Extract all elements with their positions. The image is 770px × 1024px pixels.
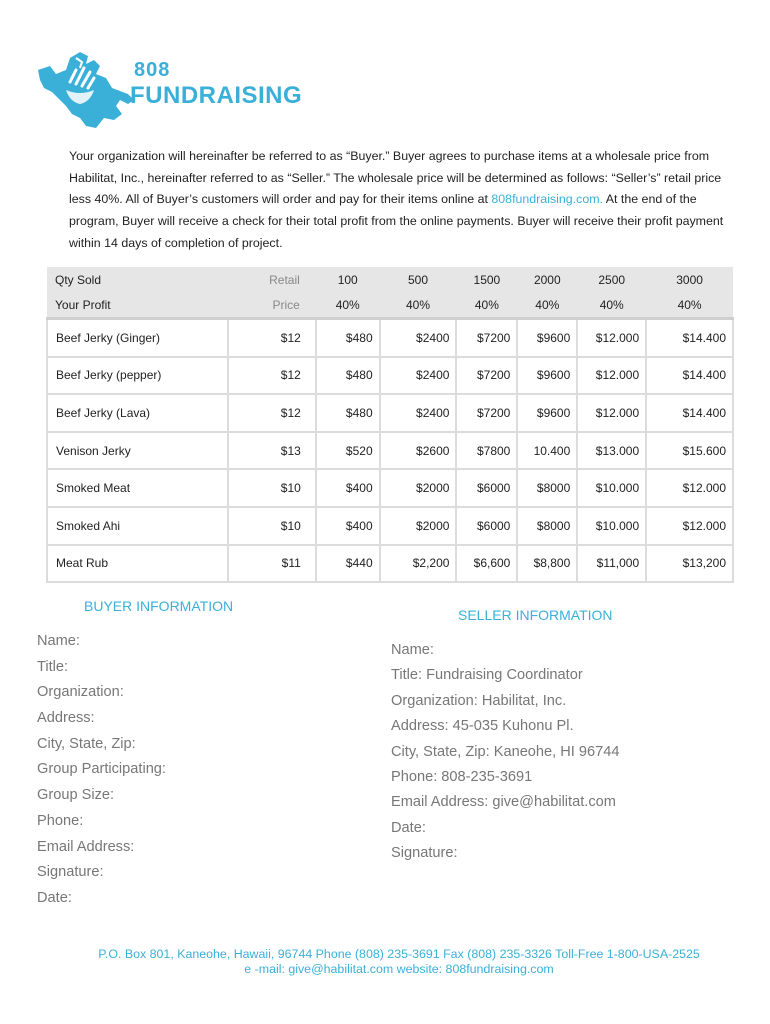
profit-cell: $400 xyxy=(316,469,380,507)
buyer-fields xyxy=(37,629,166,912)
profit-cell: $12.000 xyxy=(577,357,646,395)
profit-cell: $400 xyxy=(316,507,380,545)
profit-cell: $14.400 xyxy=(646,357,733,395)
profit-cell: $7800 xyxy=(456,432,517,470)
header-cell: 100 xyxy=(316,267,380,292)
profit-cell: $12.000 xyxy=(577,319,646,357)
profit-cell: $12.000 xyxy=(646,469,733,507)
buyer-field-group-size: Group Size: xyxy=(37,787,115,804)
profit-cell: $12.000 xyxy=(577,394,646,432)
product-name-cell: Beef Jerky (Lava) xyxy=(47,394,228,432)
retail-price-cell: $10 xyxy=(228,469,316,507)
profit-cell: $6000 xyxy=(456,469,517,507)
header-cell: 40% xyxy=(456,292,517,319)
profit-cell: $7200 xyxy=(456,319,517,357)
footer-address-line: P.O. Box 801, Kaneohe, Hawaii, 96744 Phone (808) 235-3691 Fax (808) 235-3326 Toll-Free 1-800-USA-2525 xyxy=(98,947,700,961)
retail-price-cell: $12 xyxy=(228,394,316,432)
profit-cell: $2400 xyxy=(380,357,457,395)
profit-cell: $14.400 xyxy=(646,319,733,357)
retail-price-cell: $11 xyxy=(228,545,316,583)
buyer-field-group-participating: Group Participating: xyxy=(37,761,166,778)
profit-cell: $7200 xyxy=(456,394,517,432)
profit-cell: $8,800 xyxy=(517,545,577,583)
retail-price-cell: $13 xyxy=(228,432,316,470)
seller-field-title: Title: Fundraising Coordinator xyxy=(391,667,583,684)
seller-field-name: Name: xyxy=(391,642,434,658)
profit-cell: $480 xyxy=(316,357,380,395)
island-hands-logo-icon xyxy=(36,48,136,132)
profit-cell: $8000 xyxy=(517,469,577,507)
seller-field-date: Date: xyxy=(391,819,426,836)
header-cell: 3000 xyxy=(646,267,733,292)
header-cell: Retail xyxy=(228,267,316,292)
profit-cell: $12.000 xyxy=(646,507,733,545)
table-row xyxy=(47,394,733,432)
header-cell: 40% xyxy=(577,292,646,319)
website-link[interactable]: 808fundraising.com. xyxy=(491,192,603,207)
buyer-field-city-state-zip: City, State, Zip: xyxy=(37,735,136,752)
buyer-field-signature: Signature: xyxy=(37,864,104,881)
footer-contact xyxy=(40,947,758,977)
profit-cell: $13,200 xyxy=(646,545,733,583)
profit-cell: $13.000 xyxy=(577,432,646,470)
buyer-field-address: Address: xyxy=(37,710,95,727)
buyer-field-title: Title: xyxy=(37,658,69,675)
buyer-field-phone: Phone: xyxy=(37,812,84,829)
logo-fundraising-text: FUNDRAISING xyxy=(130,82,303,109)
table-row xyxy=(47,545,733,583)
profit-cell: $8000 xyxy=(517,507,577,545)
seller-field-city-state-zip: City, State, Zip: Kaneohe, HI 96744 xyxy=(391,743,620,760)
header-cell: Price xyxy=(228,292,316,319)
profit-cell: $2,200 xyxy=(380,545,457,583)
seller-field-email: Email Address: give@habilitat.com xyxy=(391,794,616,811)
product-name-cell: Smoked Meat xyxy=(47,469,228,507)
profit-cell: $10.000 xyxy=(577,507,646,545)
product-name-cell: Meat Rub xyxy=(47,545,228,583)
profit-cell: 10.400 xyxy=(517,432,577,470)
header-cell: 40% xyxy=(646,292,733,319)
table-header-row xyxy=(47,292,733,319)
buyer-information-heading: BUYER INFORMATION xyxy=(84,598,234,614)
profit-cell: $480 xyxy=(316,394,380,432)
seller-field-signature: Signature: xyxy=(391,845,458,862)
logo xyxy=(36,44,316,136)
buyer-field-organization: Organization: xyxy=(37,684,124,701)
seller-field-organization: Organization: Habilitat, Inc. xyxy=(391,692,567,709)
seller-information-heading: SELLER INFORMATION xyxy=(458,607,613,623)
retail-price-cell: $12 xyxy=(228,357,316,395)
buyer-field-name: Name: xyxy=(37,633,80,649)
profit-cell: $14.400 xyxy=(646,394,733,432)
logo-wordmark xyxy=(130,60,302,108)
header-cell: 2000 xyxy=(517,267,577,292)
profit-cell: $2000 xyxy=(380,507,457,545)
retail-price-cell: $10 xyxy=(228,507,316,545)
intro-text-start: Your organization will hereinafter be referred to as “Buyer.” Buyer agrees to purchase items at a wholesale price from Habilitat, Inc., hereinafter referred to as “Seller.” The wholesale price will be determined as follows: “Seller’s” retail price less 40%. All of Buyer’s customers will order and pay for their items online at xyxy=(69,149,722,207)
profit-cell: $9600 xyxy=(517,319,577,357)
profit-cell: $9600 xyxy=(517,357,577,395)
profit-cell: $480 xyxy=(316,319,380,357)
profit-cell: $7200 xyxy=(456,357,517,395)
table-row xyxy=(47,357,733,395)
header-cell: 1500 xyxy=(456,267,517,292)
table-row xyxy=(47,319,733,357)
intro-text-end: At the end of the program, Buyer will receive a check for their total profit from the online payments. Buyer will receive their profit payment within 14 days of completion of project. xyxy=(69,192,724,250)
buyer-field-date: Date: xyxy=(37,889,72,906)
seller-field-address: Address: 45-035 Kuhonu Pl. xyxy=(391,718,574,735)
retail-price-cell: $12 xyxy=(228,319,316,357)
profit-cell: $11,000 xyxy=(577,545,646,583)
logo-808-text: 808 xyxy=(134,59,171,81)
profit-cell: $2400 xyxy=(380,394,457,432)
profit-cell: $440 xyxy=(316,545,380,583)
profit-table xyxy=(46,267,734,583)
header-cell: 40% xyxy=(517,292,577,319)
table-row xyxy=(47,507,733,545)
header-cell: 40% xyxy=(380,292,457,319)
buyer-field-email: Email Address: xyxy=(37,838,135,855)
profit-cell: $2600 xyxy=(380,432,457,470)
header-cell: Qty Sold xyxy=(47,267,228,292)
profit-cell: $15.600 xyxy=(646,432,733,470)
header-cell: 2500 xyxy=(577,267,646,292)
profit-cell: $6,600 xyxy=(456,545,517,583)
seller-field-phone: Phone: 808-235-3691 xyxy=(391,768,533,785)
header-cell: 500 xyxy=(380,267,457,292)
table-row xyxy=(47,469,733,507)
profit-cell: $10.000 xyxy=(577,469,646,507)
product-name-cell: Beef Jerky (Ginger) xyxy=(47,319,228,357)
footer-email-website-line: e -mail: give@habilitat.com website: 808fundraising.com xyxy=(244,962,554,976)
profit-cell: $520 xyxy=(316,432,380,470)
profit-cell: $2000 xyxy=(380,469,457,507)
product-name-cell: Smoked Ahi xyxy=(47,507,228,545)
product-name-cell: Venison Jerky xyxy=(47,432,228,470)
profit-cell: $2400 xyxy=(380,319,457,357)
table-header-row xyxy=(47,267,733,292)
seller-fields xyxy=(391,638,620,867)
table-row xyxy=(47,432,733,470)
intro-paragraph xyxy=(69,146,729,255)
profit-cell: $6000 xyxy=(456,507,517,545)
header-cell: 40% xyxy=(316,292,380,319)
header-cell: Your Profit xyxy=(47,292,228,319)
profit-cell: $9600 xyxy=(517,394,577,432)
product-name-cell: Beef Jerky (pepper) xyxy=(47,357,228,395)
